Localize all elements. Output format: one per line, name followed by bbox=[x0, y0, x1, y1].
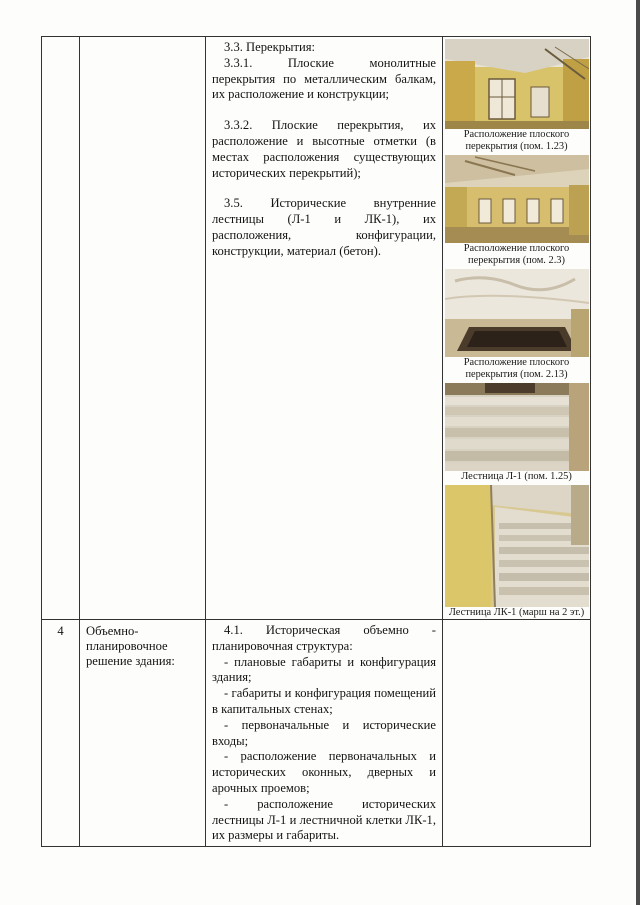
description-cell bbox=[206, 620, 443, 847]
row-number-cell bbox=[42, 37, 80, 620]
table-row bbox=[42, 37, 591, 620]
description-cell bbox=[206, 37, 443, 620]
photo-ceiling-room-1-23 bbox=[445, 39, 589, 129]
list-item: - плановые габариты и конфигурация здания; bbox=[212, 654, 436, 685]
description-paragraph: 3.5. Исторические внутренние лестницы (Л-1 и ЛК-1), их расположения, конфигурации, конструкции, материал (бетон). bbox=[212, 196, 436, 258]
photo-staircase-l1 bbox=[445, 383, 589, 471]
section-heading: 3.3. Перекрытия: bbox=[224, 40, 316, 54]
photo-block bbox=[443, 485, 590, 619]
table-row bbox=[42, 620, 591, 847]
scan-edge bbox=[636, 0, 640, 905]
photo-block bbox=[443, 383, 590, 483]
photo-caption: Расположение плоского перекрытия (пом. 2.3) bbox=[463, 243, 570, 266]
section-heading: 4.1. Историческая объемно - планировочная структура: bbox=[212, 623, 436, 653]
row-number: 4 bbox=[57, 624, 64, 638]
photo-caption: Лестница Л-1 (пом. 1.25) bbox=[461, 471, 572, 482]
list-item: - расположение исторических лестницы Л-1 и лестничной клетки ЛК-1, их размеры и габариты. bbox=[212, 796, 436, 843]
photo-ceiling-room-2-13 bbox=[445, 269, 589, 357]
document-table bbox=[41, 36, 591, 847]
list-item: - габариты и конфигурация помещений в капитальных стенах; bbox=[212, 686, 436, 716]
photo-caption: Расположение плоского перекрытия (пом. 2.13) bbox=[463, 357, 570, 380]
empty-photo-cell bbox=[443, 620, 591, 847]
photo-block bbox=[443, 39, 590, 153]
photo-staircase-lk1 bbox=[445, 485, 589, 607]
row-name-cell bbox=[80, 620, 206, 847]
list-item: - расположение первоначальных и исторических оконных, дверных и арочных проемов; bbox=[212, 749, 436, 795]
photo-block bbox=[443, 269, 590, 381]
description-paragraph: 3.3.2. Плоские перекрытия, их расположение и высотные отметки (в местах расположения существующих исторических перекрытий); bbox=[212, 118, 436, 180]
photo-block bbox=[443, 155, 590, 267]
photo-column bbox=[443, 37, 591, 620]
photo-ceiling-room-2-3 bbox=[445, 155, 589, 243]
description-paragraph: 3.3.1. Плоские монолитные перекрытия по металлическим балкам, их расположение и конструкции; bbox=[212, 55, 436, 102]
list-item: - первоначальные и исторические входы; bbox=[212, 717, 436, 748]
row-number-cell bbox=[42, 620, 80, 847]
row-name: Объемно-планировочное решение здания: bbox=[86, 624, 175, 668]
photo-caption: Расположение плоского перекрытия (пом. 1.23) bbox=[463, 129, 570, 152]
row-name-cell bbox=[80, 37, 206, 620]
photo-caption: Лестница ЛК-1 (марш на 2 эт.) bbox=[448, 607, 585, 618]
